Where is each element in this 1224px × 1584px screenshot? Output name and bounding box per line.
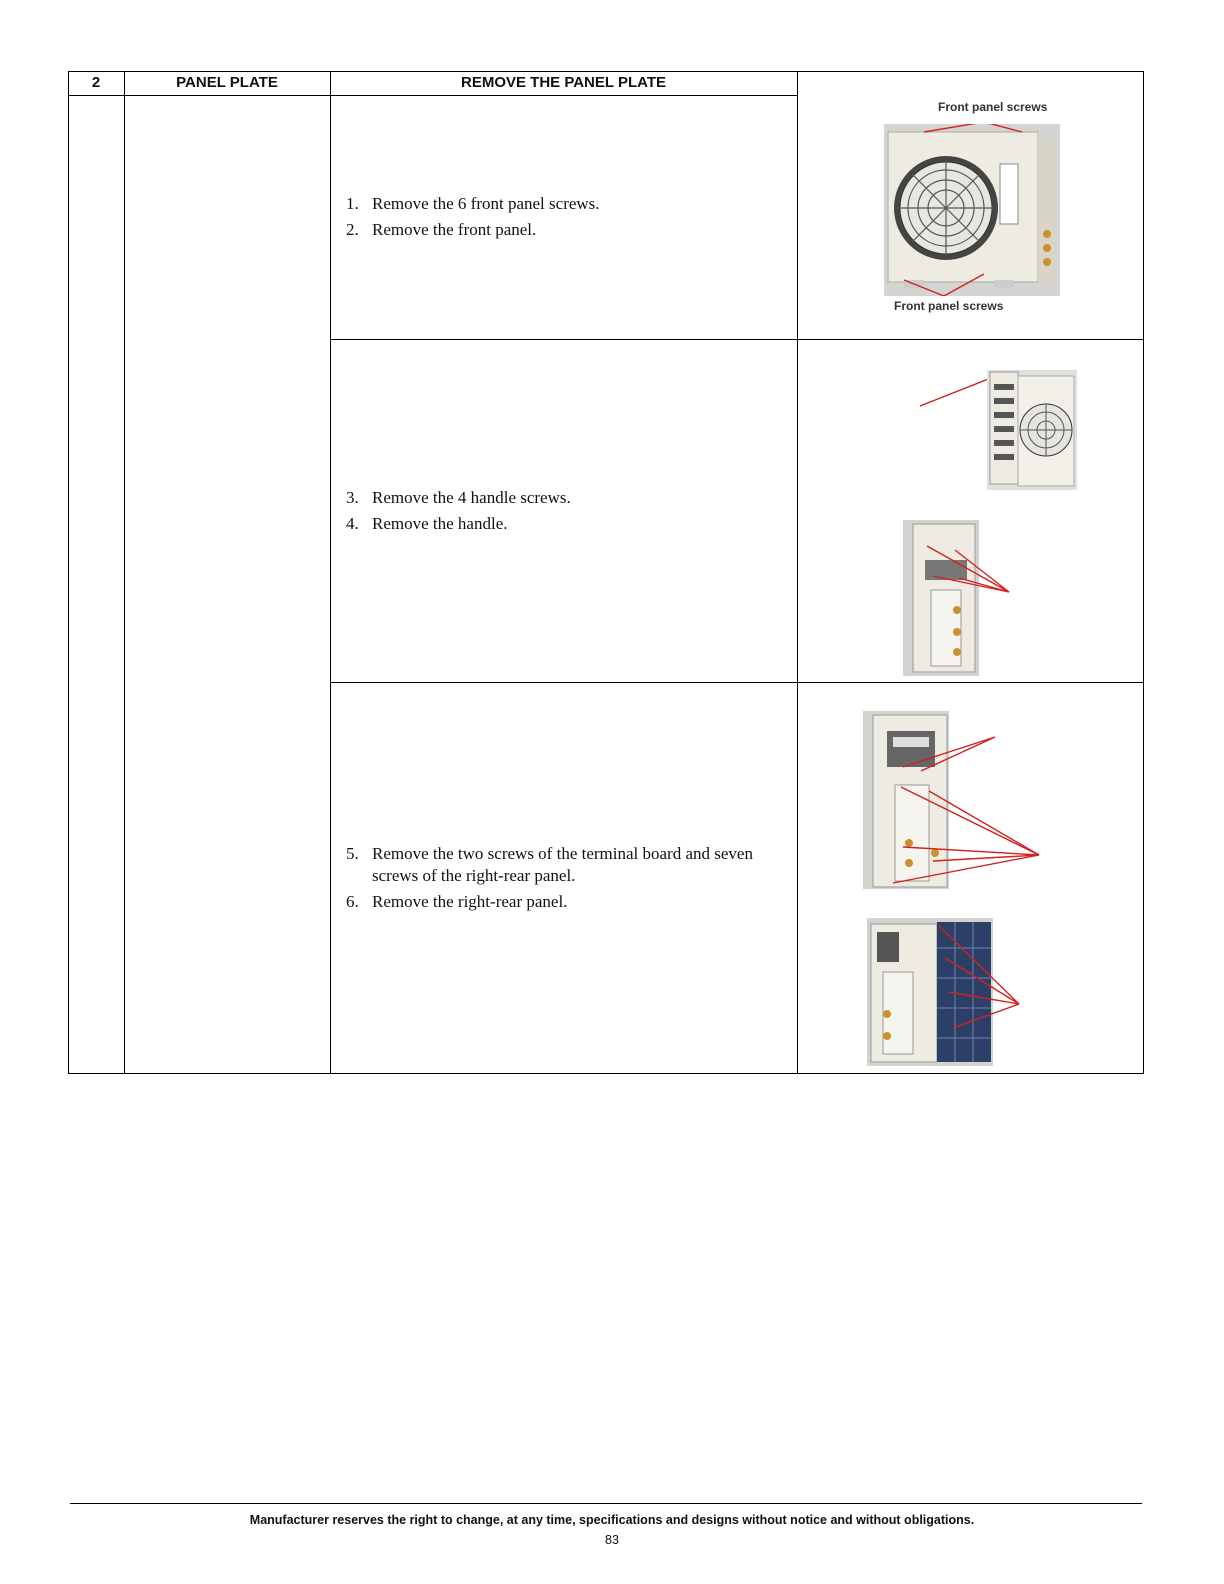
footer-disclaimer: Manufacturer reserves the right to change, at any time, specifications and designs without notice and without obligations. [249, 1513, 975, 1527]
step-item: 4. Remove the handle. [346, 514, 508, 533]
steps-row-2 [346, 487, 786, 539]
footer-divider [70, 1503, 1142, 1504]
right-rear-panel-photo [867, 918, 1023, 1068]
outdoor-unit-front-photo [884, 124, 1060, 296]
terminal-board-photo [863, 711, 1043, 891]
outdoor-unit-handle-photo [920, 370, 1080, 492]
step-item: 5. Remove the two screws of the terminal board and seven screws of the right-rear panel. [346, 844, 753, 885]
page-number: 83 [605, 1533, 619, 1547]
step-item: 3. Remove the 4 handle screws. [346, 488, 571, 507]
steps-row-3 [346, 843, 786, 917]
component-title: PANEL PLATE [176, 74, 278, 91]
step-item: 2. Remove the front panel. [346, 220, 537, 239]
step-item: 1. Remove the 6 front panel screws. [346, 194, 600, 213]
step-number: 2 [91, 74, 101, 91]
front-panel-screws-label-top: Front panel screws [938, 100, 1048, 114]
steps-row-1 [346, 193, 786, 245]
procedure-title: REMOVE THE PANEL PLATE [460, 74, 667, 91]
handle-screws-photo [903, 520, 1013, 676]
step-item: 6. Remove the right-rear panel. [346, 892, 568, 911]
front-panel-screws-label-bottom: Front panel screws [894, 299, 1004, 313]
